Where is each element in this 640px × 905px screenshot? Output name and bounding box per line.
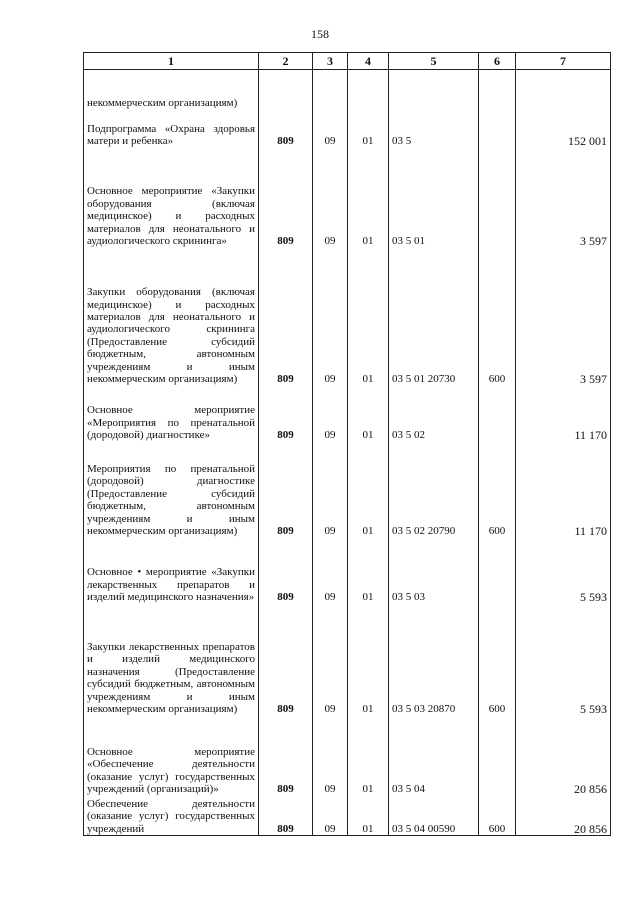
row-csr: 03 5 03 20870 (389, 604, 479, 716)
row-vr (479, 538, 516, 604)
column-header-vr: 6 (479, 53, 516, 70)
row-csr: 03 5 (389, 110, 479, 148)
row-subsection: 01 (348, 796, 389, 836)
row-amount: 20 856 (516, 796, 611, 836)
row-subsection: 01 (348, 386, 389, 442)
row-admin: 809 (259, 248, 313, 386)
row-csr: 03 5 02 (389, 386, 479, 442)
row-vr (479, 70, 516, 110)
row-name: Подпрограмма «Охрана здоровья матери и ребенка» (84, 110, 259, 148)
table-row (84, 716, 611, 796)
row-admin: 809 (259, 716, 313, 796)
row-admin (259, 70, 313, 110)
row-name: Закупки лекарственных препаратов и изделий медицинского назначения (Предоставление субсидий бюджетным, автономным учреждениям и иным некоммерческим организациям) (84, 604, 259, 716)
row-section (313, 70, 348, 110)
row-subsection: 01 (348, 716, 389, 796)
row-admin: 809 (259, 796, 313, 836)
table-row (84, 538, 611, 604)
row-name: Мероприятия по пренатальной (дородовой) диагностике (Предоставление субсидий бюджетным, автономным учреждениям и иным некоммерческим организациям) (84, 442, 259, 538)
row-admin: 809 (259, 148, 313, 248)
row-vr: 600 (479, 796, 516, 836)
row-vr: 600 (479, 604, 516, 716)
row-section: 09 (313, 248, 348, 386)
row-subsection: 01 (348, 604, 389, 716)
row-subsection (348, 70, 389, 110)
row-csr: 03 5 01 20730 (389, 248, 479, 386)
row-name: Закупки оборудования (включая медицинское) и расходных материалов для неонатального и аудиологического скрининга (Предоставление субсидий бюджетным, автономным учреждениям и иным некоммерческим организациям) (84, 248, 259, 386)
row-admin: 809 (259, 442, 313, 538)
row-name: некоммерческим организациям) (84, 70, 259, 110)
row-csr: 03 5 01 (389, 148, 479, 248)
row-amount: 5 593 (516, 604, 611, 716)
row-subsection: 01 (348, 110, 389, 148)
row-name: Основное мероприятие «Обеспечение деятельности (оказание услуг) государственных учреждений (организаций)» (84, 716, 259, 796)
row-csr: 03 5 02 20790 (389, 442, 479, 538)
column-header-amount: 7 (516, 53, 611, 70)
row-section: 09 (313, 442, 348, 538)
budget-table (83, 52, 611, 836)
row-csr: 03 5 04 (389, 716, 479, 796)
row-csr: 03 5 03 (389, 538, 479, 604)
row-section: 09 (313, 538, 348, 604)
row-admin: 809 (259, 110, 313, 148)
table-row (84, 148, 611, 248)
row-section: 09 (313, 716, 348, 796)
row-section: 09 (313, 796, 348, 836)
row-amount: 11 170 (516, 386, 611, 442)
row-amount: 3 597 (516, 148, 611, 248)
row-vr (479, 716, 516, 796)
row-vr (479, 148, 516, 248)
row-vr: 600 (479, 248, 516, 386)
column-header-subsection: 4 (348, 53, 389, 70)
table-row (84, 248, 611, 386)
column-header-name: 1 (84, 53, 259, 70)
row-section: 09 (313, 604, 348, 716)
row-csr: 03 5 04 00590 (389, 796, 479, 836)
page-number: 158 (311, 27, 329, 41)
row-amount (516, 70, 611, 110)
row-name: Обеспечение деятельности (оказание услуг) государственных учреждений (84, 796, 259, 836)
row-name: Основное мероприятие «Мероприятия по пренатальной (дородовой) диагностике» (84, 386, 259, 442)
table-row (84, 796, 611, 836)
row-amount: 20 856 (516, 716, 611, 796)
row-vr (479, 386, 516, 442)
table-row (84, 110, 611, 148)
column-header-csr: 5 (389, 53, 479, 70)
column-header-admin: 2 (259, 53, 313, 70)
row-section: 09 (313, 148, 348, 248)
table-row (84, 386, 611, 442)
row-vr: 600 (479, 442, 516, 538)
table-header-row (84, 53, 611, 70)
table-row (84, 442, 611, 538)
row-admin: 809 (259, 604, 313, 716)
row-admin: 809 (259, 538, 313, 604)
row-section: 09 (313, 386, 348, 442)
row-amount: 3 597 (516, 248, 611, 386)
row-subsection: 01 (348, 442, 389, 538)
row-csr (389, 70, 479, 110)
row-section: 09 (313, 110, 348, 148)
row-subsection: 01 (348, 538, 389, 604)
row-amount: 11 170 (516, 442, 611, 538)
column-header-section: 3 (313, 53, 348, 70)
row-amount: 5 593 (516, 538, 611, 604)
table-row (84, 70, 611, 110)
row-vr (479, 110, 516, 148)
table-row (84, 604, 611, 716)
row-name: Основное • мероприятие «Закупки лекарственных препаратов и изделий медицинского назначения» (84, 538, 259, 604)
row-amount: 152 001 (516, 110, 611, 148)
row-name: Основное мероприятие «Закупки оборудования (включая медицинское) и расходных материалов для неонатального и аудиологического скрининга» (84, 148, 259, 248)
row-subsection: 01 (348, 248, 389, 386)
row-admin: 809 (259, 386, 313, 442)
row-subsection: 01 (348, 148, 389, 248)
